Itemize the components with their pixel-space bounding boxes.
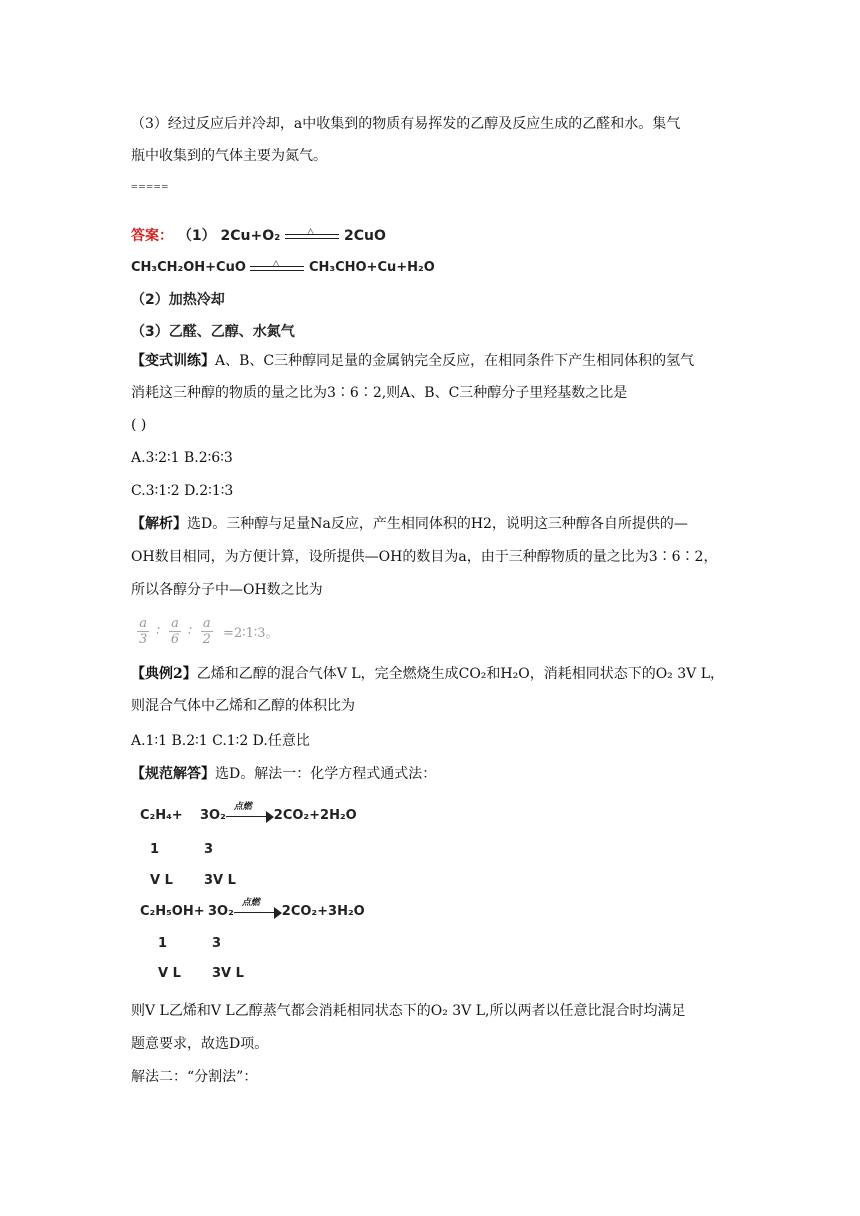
- delta-symbol-2: △: [272, 258, 280, 269]
- answer-line-1: [131, 226, 386, 246]
- variant-line-1: [131, 351, 694, 371]
- conclusion-line-2: 题意要求，故选D项。: [131, 1036, 269, 1052]
- example-text-1: 乙烯和乙醇的混合气体V L，完全燃烧生成CO₂和H₂O，消耗相同状态下的O₂ 3V L，: [196, 666, 725, 682]
- example-line-2: 则混合气体中乙烯和乙醇的体积比为: [131, 698, 355, 714]
- ignite-label: 点燃: [233, 801, 252, 812]
- eq2-vol-v: V L: [158, 966, 181, 981]
- fraction-2: $\frac{a}{6}$: [170, 616, 180, 647]
- answer-1-right: 2CuO: [344, 228, 386, 244]
- answer-line-2: （2）加热冷却: [131, 292, 225, 308]
- heat-equals-sign-2: [250, 258, 304, 275]
- ignite-arrow: [226, 801, 274, 823]
- eq2-o2: 3O₂: [208, 904, 234, 919]
- separator: =====: [131, 180, 170, 193]
- solution-line-1: [131, 764, 436, 784]
- example-line-1: [131, 664, 724, 684]
- eq2-right: 2CO₂+3H₂O: [281, 904, 365, 919]
- solution-text-1: 选D。解法一：化学方程式通式法：: [215, 766, 437, 782]
- variant-paren: ( ): [131, 417, 147, 433]
- ignite-arrow-2: [234, 897, 282, 919]
- paragraph-3-line-1: （3）经过反应后并冷却，a中收集到的物质有易挥发的乙醇及反应生成的乙醛和水。集气: [131, 116, 681, 132]
- fraction-result: =2∶1∶3。: [223, 626, 279, 641]
- answer-label: 答案：: [131, 228, 173, 244]
- answer-line-1b: [131, 258, 435, 278]
- paragraph-3-line-2: 瓶中收集到的气体主要为氮气。: [131, 148, 327, 164]
- answer-1-left: 2Cu+O₂: [220, 228, 281, 244]
- ignite-label-2: 点燃: [241, 897, 260, 908]
- solution-label: 【规范解答】: [131, 766, 215, 782]
- eq1-vol-v: V L: [150, 873, 173, 888]
- method-2-heading: 解法二：“分割法”：: [131, 1069, 258, 1085]
- fraction-ratio: $\frac{a}{3}$ ∶ $\frac{a}{6}$ ∶ $\frac{a}{2}$ =2∶1∶3。: [139, 616, 279, 647]
- eq2-vol-3v: 3V L: [212, 966, 244, 981]
- answer-line-3: （3）乙醛、乙醇、水氮气: [131, 324, 295, 340]
- analysis-line-3: 所以各醇分子中—OH数之比为: [131, 582, 323, 598]
- fraction-1: $\frac{a}{3}$: [139, 616, 148, 647]
- analysis-line-1: [131, 514, 688, 534]
- fraction-3: $\frac{a}{2}$: [202, 616, 211, 647]
- eq1-coef-3: 3: [204, 842, 214, 857]
- variant-label: 【变式训练】: [131, 353, 215, 369]
- eq2-coef-3: 3: [212, 936, 222, 951]
- answer-1b-right: CH₃CHO+Cu+H₂O: [308, 260, 435, 275]
- options-line-2: C.3∶1∶2 D.2∶1∶3: [131, 483, 234, 499]
- eq1-o2: 3O₂: [200, 808, 226, 823]
- conclusion-line-1: 则V L乙烯和V L乙醇蒸气都会消耗相同状态下的O₂ 3V L,所以两者以任意比混合时均满足: [131, 1003, 686, 1019]
- eq1-left: C₂H₄+: [140, 808, 183, 823]
- analysis-text-1: 选D。三种醇与足量Na反应，产生相同体积的H2，说明这三种醇各自所提供的—: [187, 516, 688, 532]
- answer-1b-left: CH₃CH₂OH+CuO: [131, 260, 246, 275]
- eq2-coef-1: 1: [158, 936, 168, 951]
- eq2-left: C₂H₅OH+: [140, 904, 205, 919]
- example-options: A.1∶1 B.2∶1 C.1∶2 D.任意比: [131, 733, 310, 749]
- options-line-1: A.3∶2∶1 B.2∶6∶3: [131, 450, 233, 466]
- analysis-line-2: OH数目相同，为方便计算，设所提供—OH的数目为a，由于三种醇物质的量之比为3∶6∶2，: [131, 549, 718, 565]
- heat-equals-sign: [285, 229, 339, 243]
- delta-symbol: △: [307, 227, 315, 237]
- example-label: 【典例2】: [131, 666, 197, 682]
- eq2-reaction: [208, 897, 365, 919]
- eq1-reaction: [200, 801, 357, 823]
- eq1-vol-3v: 3V L: [204, 873, 236, 888]
- eq1-coef-1: 1: [150, 842, 160, 857]
- eq1-right: 2CO₂+2H₂O: [273, 808, 357, 823]
- variant-line-2: 消耗这三种醇的物质的量之比为3∶6∶2,则A、B、C三种醇分子里羟基数之比是: [131, 385, 628, 401]
- analysis-label: 【解析】: [131, 516, 187, 532]
- variant-text-1: A、B、C三种醇同足量的金属钠完全反应，在相同条件下产生相同体积的氢气: [215, 353, 695, 369]
- answer-1-prefix: （1）: [177, 228, 216, 244]
